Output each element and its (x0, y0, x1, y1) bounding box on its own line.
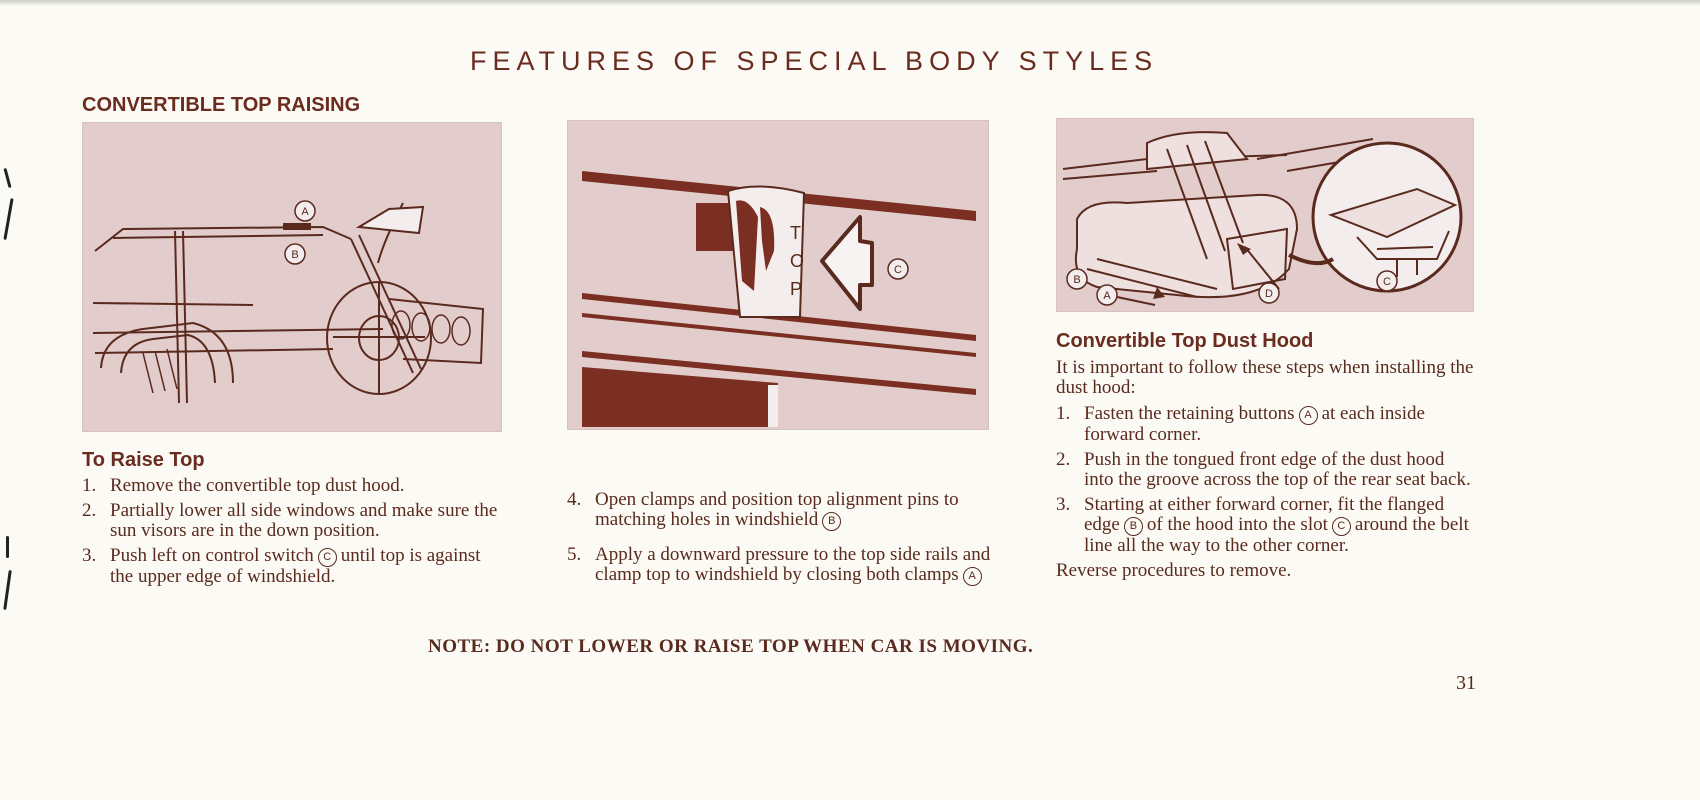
callout-c: C (1383, 276, 1391, 288)
binder-mark (3, 198, 13, 240)
callout-d: D (1265, 288, 1273, 300)
list-item: 1. Remove the convertible top dust hood. (82, 475, 405, 496)
binder-mark (3, 168, 11, 188)
section-heading-convertible-top-raising: CONVERTIBLE TOP RAISING (82, 94, 361, 116)
list-item: 5. Apply a downward pressure to the top side rails and clamp top to windshield by closing both clamps A (567, 544, 991, 585)
page-number: 31 (1456, 672, 1476, 694)
dust-hood-text (1056, 358, 1478, 581)
dust-hood-intro: It is important to follow these steps when installing the dust hood: (1056, 357, 1474, 398)
binder-mark (6, 536, 9, 558)
subheading-to-raise-top: To Raise Top (82, 449, 205, 471)
callout-c: C (894, 264, 902, 276)
switch-text-t: T (790, 223, 801, 243)
safety-note: NOTE: DO NOT LOWER OR RAISE TOP WHEN CAR IS MOVING. (428, 636, 1034, 657)
list-item: 2. Push in the tongued front edge of the dust hood into the groove across the top of the rear seat back. (1056, 449, 1471, 490)
ref-circle-c: C (318, 548, 337, 567)
list-item: 2. Partially lower all side windows and make sure the sun visors are in the down position. (82, 500, 498, 541)
ref-circle-b: B (822, 512, 841, 531)
list-item: 1. Fasten the retaining buttons A at each inside forward corner. (1056, 403, 1425, 445)
list-item: 3. Starting at either forward corner, fit the flanged edge B of the hood into the slot C around the belt line all the way to the other corner. (1056, 494, 1469, 556)
ref-circle-b: B (1124, 517, 1143, 536)
dust-hood-closing: Reverse procedures to remove. (1056, 560, 1292, 581)
callout-a: A (301, 206, 309, 218)
page-title: FEATURES OF SPECIAL BODY STYLES (470, 46, 1159, 76)
binder-mark (3, 570, 12, 610)
windshield-illustration (82, 122, 502, 432)
ref-circle-c: C (1332, 517, 1351, 536)
ref-circle-a: A (963, 567, 982, 586)
page-top-edge (0, 0, 1700, 6)
switch-text-o: O (790, 251, 805, 271)
callout-a: A (1103, 290, 1111, 302)
dust-hood-illustration (1056, 118, 1474, 312)
list-item: 3. Push left on control switch C until top is against the upper edge of windshield. (82, 545, 481, 587)
control-switch-illustration (567, 120, 989, 430)
callout-b: B (291, 249, 299, 261)
subheading-dust-hood: Convertible Top Dust Hood (1056, 330, 1314, 352)
windshield-steps (567, 490, 995, 591)
callout-b: B (1073, 274, 1081, 286)
ref-circle-a: A (1299, 406, 1318, 425)
switch-text-p: P (790, 279, 803, 299)
list-item: 4. Open clamps and position top alignment pins to matching holes in windshield B (567, 489, 959, 530)
raise-top-steps (82, 476, 504, 592)
